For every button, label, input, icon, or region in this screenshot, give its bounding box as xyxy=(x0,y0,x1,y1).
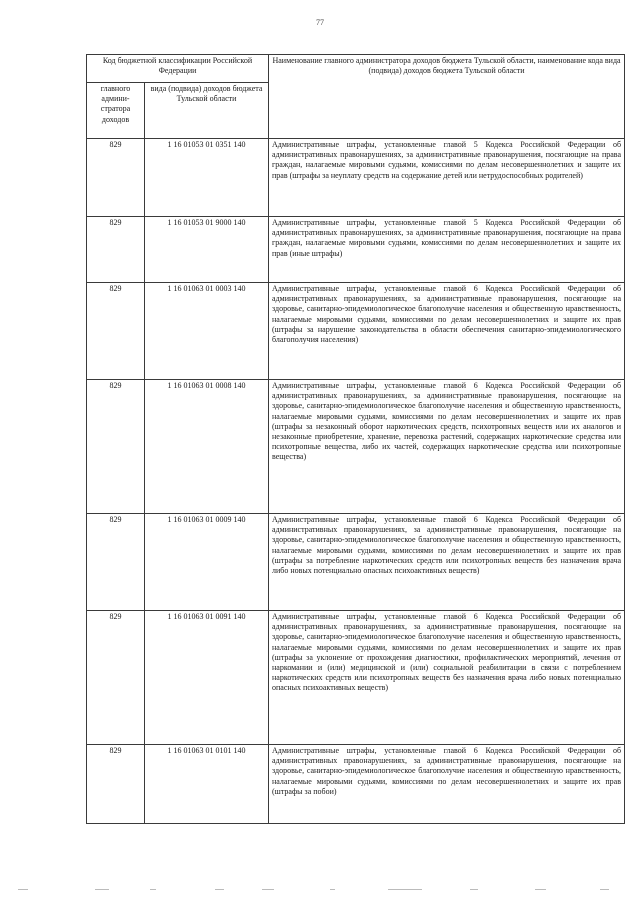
header-main-administrator: главного админи-стратора доходов xyxy=(87,83,145,139)
administrator-code-cell: 829 xyxy=(87,139,145,217)
revenue-code-cell: 1 16 01063 01 0009 140 xyxy=(145,514,269,611)
table-header-row xyxy=(87,55,625,83)
header-administrator-name: Наименование главного администратора доходов бюджета Тульской области, наименование кода вида (подвида) доходов бюджета Тульской области xyxy=(269,55,625,139)
header-budget-classification-code: Код бюджетной классификации Российской Федерации xyxy=(87,55,269,83)
table-row xyxy=(87,611,625,745)
revenue-name-cell: Административные штрафы, установленные главой 6 Кодекса Российской Федерации об административных правонарушениях, за административные правонарушения, посягающие на здоровье, санитарно-эпидемиологическое благополучие населения и общественную нравственность, налагаемые мировыми судьями, комиссиями по делам несовершеннолетних и защите их прав (штрафы за побои) xyxy=(269,745,625,824)
administrator-code-cell: 829 xyxy=(87,217,145,283)
administrator-code-cell: 829 xyxy=(87,745,145,824)
administrator-code-cell: 829 xyxy=(87,380,145,514)
table-row xyxy=(87,380,625,514)
revenue-code-cell: 1 16 01053 01 9000 140 xyxy=(145,217,269,283)
administrator-code-cell: 829 xyxy=(87,514,145,611)
revenue-name-cell: Административные штрафы, установленные главой 6 Кодекса Российской Федерации об административных правонарушениях, за административные правонарушения, посягающие на здоровье, санитарно-эпидемиологическое благополучие населения и общественную нравственность, налагаемые мировыми судьями, комиссиями по делам несовершеннолетних и защите их прав (штрафы за незаконный оборот наркотических средств, психотропных веществ или их аналогов и незаконные приобретение, хранение, перевозка растений, содержащих наркотические средства или психотропные вещества, либо их частей, содержащих наркотические средства или психотропные вещества) xyxy=(269,380,625,514)
revenue-code-cell: 1 16 01063 01 0008 140 xyxy=(145,380,269,514)
table-row xyxy=(87,217,625,283)
revenue-name-cell: Административные штрафы, установленные главой 6 Кодекса Российской Федерации об административных правонарушениях, за административные правонарушения, посягающие на здоровье, санитарно-эпидемиологическое благополучие населения и общественную нравственность, налагаемые мировыми судьями, комиссиями по делам несовершеннолетних и защите их прав (штрафы за потребление наркотических средств или психотропных веществ без назначения врача либо новых потенциально опасных психоактивных веществ) xyxy=(269,514,625,611)
header-revenue-kind: вида (подвида) доходов бюджета Тульской области xyxy=(145,83,269,139)
administrator-code-cell: 829 xyxy=(87,283,145,380)
table-row xyxy=(87,514,625,611)
revenue-name-cell: Административные штрафы, установленные главой 5 Кодекса Российской Федерации об административных правонарушениях, за административные правонарушения, посягающие на права граждан, налагаемые мировыми судьями, комиссиями по делам несовершеннолетних и защите их прав (иные штрафы) xyxy=(269,217,625,283)
revenue-name-cell: Административные штрафы, установленные главой 5 Кодекса Российской Федерации об административных правонарушениях, за административные правонарушения, посягающие на права граждан, налагаемые мировыми судьями, комиссиями по делам несовершеннолетних и защите их прав (штрафы за неуплату средств на содержание детей или нетрудоспособных родителей) xyxy=(269,139,625,217)
administrator-code-cell: 829 xyxy=(87,611,145,745)
revenue-code-cell: 1 16 01063 01 0003 140 xyxy=(145,283,269,380)
revenue-code-cell: 1 16 01053 01 0351 140 xyxy=(145,139,269,217)
revenue-name-cell: Административные штрафы, установленные главой 6 Кодекса Российской Федерации об административных правонарушениях, за административные правонарушения, посягающие на здоровье, санитарно-эпидемиологическое благополучие населения и общественную нравственность, налагаемые мировыми судьями, комиссиями по делам несовершеннолетних и защите их прав (штрафы за уклонение от прохождения диагностики, профилактических мероприятий, лечения от наркомании и (или) медицинской и (или) социальной реабилитации в связи с потреблением наркотических средств или психотропных веществ без назначения врача либо новых потенциально опасных психоактивных веществ) xyxy=(269,611,625,745)
scan-artifacts xyxy=(0,889,640,893)
table-row xyxy=(87,745,625,824)
page-number: 77 xyxy=(316,18,324,27)
budget-classification-table xyxy=(86,54,625,824)
revenue-code-cell: 1 16 01063 01 0101 140 xyxy=(145,745,269,824)
table-row xyxy=(87,283,625,380)
revenue-name-cell: Административные штрафы, установленные главой 6 Кодекса Российской Федерации об административных правонарушениях, за административные правонарушения, посягающие на здоровье, санитарно-эпидемиологическое благополучие населения и общественную нравственность, налагаемые мировыми судьями, комиссиями по делам несовершеннолетних и защите их прав (штрафы за нарушение законодательства в области обеспечения санитарно-эпидемиологического благополучия населения) xyxy=(269,283,625,380)
revenue-code-cell: 1 16 01063 01 0091 140 xyxy=(145,611,269,745)
table-row xyxy=(87,139,625,217)
